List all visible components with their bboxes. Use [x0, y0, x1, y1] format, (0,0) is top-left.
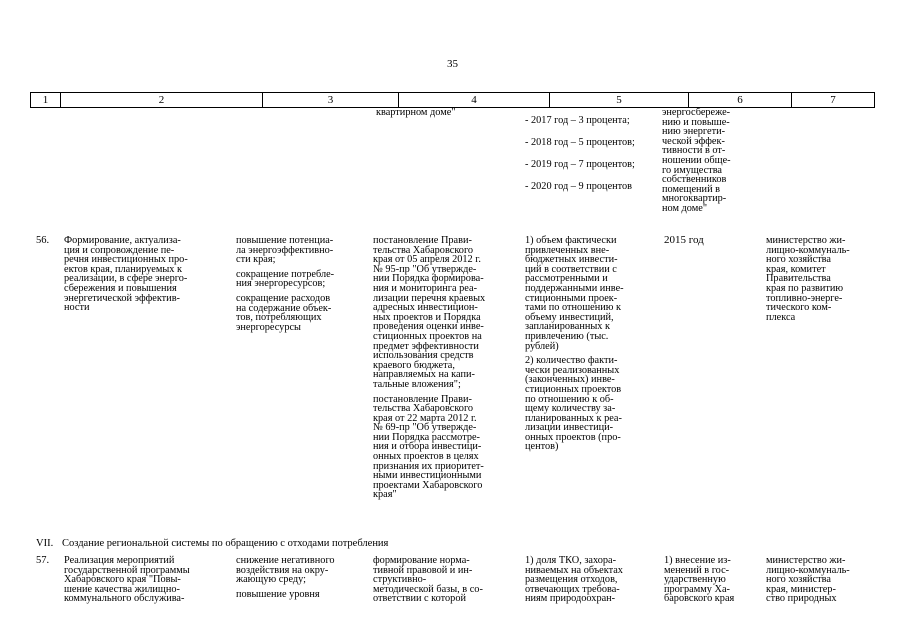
row-56-col6 [664, 236, 704, 251]
continuation-col4-text: квартирном доме" [376, 107, 456, 118]
row-56-col7 [766, 236, 850, 327]
row-56-responsible: министерство жи- лищно-коммуналь- ного хозяйства края, комитет Правительства края по развитию топливно-энерге- тического ком- плекса [766, 235, 850, 323]
row-56-basis-1: постановление Прави- тельства Хабаровского края от 05 апреля 2012 г. № 95-пр "Об утвержде- нии Порядка формирова- ния и мониторинга реа- лизации перечня краевых адресных инвестицион- ных проектов и Порядка проведения оценки инве- стиционных проектов на предмет эффективности использования средств краевого бюджета, направляемых на капи- тальные вложения"; [373, 235, 486, 390]
row-57-deadline: 1) внесение из- менений в гос- ударственную программу Ха- баровского края [664, 555, 735, 605]
table-header-row [30, 92, 875, 108]
row-56-col2 [64, 236, 188, 318]
header-col-7: 7 [791, 93, 875, 107]
row-56-indicator-2: 2) количество факти- чески реализованных (законченных) инве- стиционных проектов по отношению к об- щему количеству за- планированных к реа- лизации инвестици- онных проектов (про- центов) [525, 355, 622, 453]
continuation-col5-line: - 2020 год – 9 процентов [525, 181, 633, 192]
row-57-col2 [64, 556, 190, 609]
row-57-col4 [373, 556, 483, 609]
row-56-result-2: сокращение потребле- ния энергоресурсов; [236, 268, 335, 290]
row-57-activity: Реализация мероприятий государственной программы Хабаровского края "Повы- шение качества жилищно- коммунального обслужива- [64, 555, 190, 605]
row-56-result-1: повышение потенциа- ла энергоэффективно- сти края; [236, 235, 334, 266]
row-56-number: 56. [36, 235, 50, 246]
header-col-3: 3 [262, 93, 398, 107]
header-col-1: 1 [30, 93, 60, 107]
row-57-indicator: 1) доля ТКО, захора- ниваемых на объектах размещения отходов, отвечающих требова- ниям природоохран- [525, 555, 623, 605]
continuation-col5 [525, 113, 635, 201]
continuation-col4 [376, 108, 456, 123]
row-56-basis-2: постановление Прави- тельства Хабаровского края от 22 марта 2012 г. № 69-пр "Об утвержде- нии Порядка рассмотре- ния и отбора инвестици- онных проектов в целях признания их приоритет- ными инвестиционными проектами Хабаровского края" [373, 393, 484, 501]
row-56-col4 [373, 236, 485, 505]
row-56-col3 [236, 236, 334, 337]
page-number: 35 [447, 58, 458, 70]
row-57-col6 [664, 556, 734, 609]
row-57-basis: формирование норма- тивной правовой и ин- структивно- методической базы, в со- ответствии с которой [373, 555, 483, 605]
row-57-col5 [525, 556, 623, 609]
header-col-4: 4 [398, 93, 549, 107]
row-56-col5 [525, 236, 624, 457]
row-57-responsible: министерство жи- лищно-коммуналь- ного хозяйства края, министер- ство природных [766, 555, 850, 605]
row-57-result-2: повышение уровня [236, 588, 320, 600]
section-heading [36, 538, 388, 549]
header-col-5: 5 [549, 93, 688, 107]
continuation-col5-line: - 2018 год – 5 процентов; [525, 137, 635, 148]
row-56-activity: Формирование, актуализа- ция и сопровождение пе- речня инвестиционных про- ектов края, планируемых к реализации, в сфере энерго- сбережения и повышения энергетической эффектив- ности [64, 235, 188, 314]
header-col-2: 2 [60, 93, 262, 107]
header-col-6: 6 [688, 93, 791, 107]
row-56-deadline: 2015 год [664, 234, 704, 246]
continuation-col6-text: энергосбереже- нию и повыше- нию энергети- ческой эффек- тивности в от- ношении обще- го имущества собственников помещений в многоквартир- ном доме" [662, 107, 731, 214]
row-56-indicator-1: 1) объем фактически привлеченных вне- бюджетных инвести- ций в соответствии с рассмотренными и поддержанными инве- стиционными проек- тами по отношению к объему инвестиций, запланированных к привлечению (тыс. рублей) [525, 235, 624, 352]
row-57-number: 57. [36, 555, 50, 566]
continuation-col6 [662, 108, 731, 219]
continuation-col5-line: - 2019 год – 7 процентов; [525, 159, 635, 170]
row-57-col3 [236, 556, 335, 604]
section-title: Создание региональной системы по обращению с отходами потребления [62, 538, 389, 549]
row-57-col7 [766, 556, 850, 609]
row-56-result-3: сокращение расходов на содержание объек- тов, потребляющих энергоресурсы [236, 292, 332, 333]
section-number: VII. [36, 538, 54, 549]
continuation-col5-line: - 2017 год – 3 процента; [525, 115, 630, 126]
row-57-result-1: снижение негативного воздействия на окру- жающую среду; [236, 555, 335, 586]
